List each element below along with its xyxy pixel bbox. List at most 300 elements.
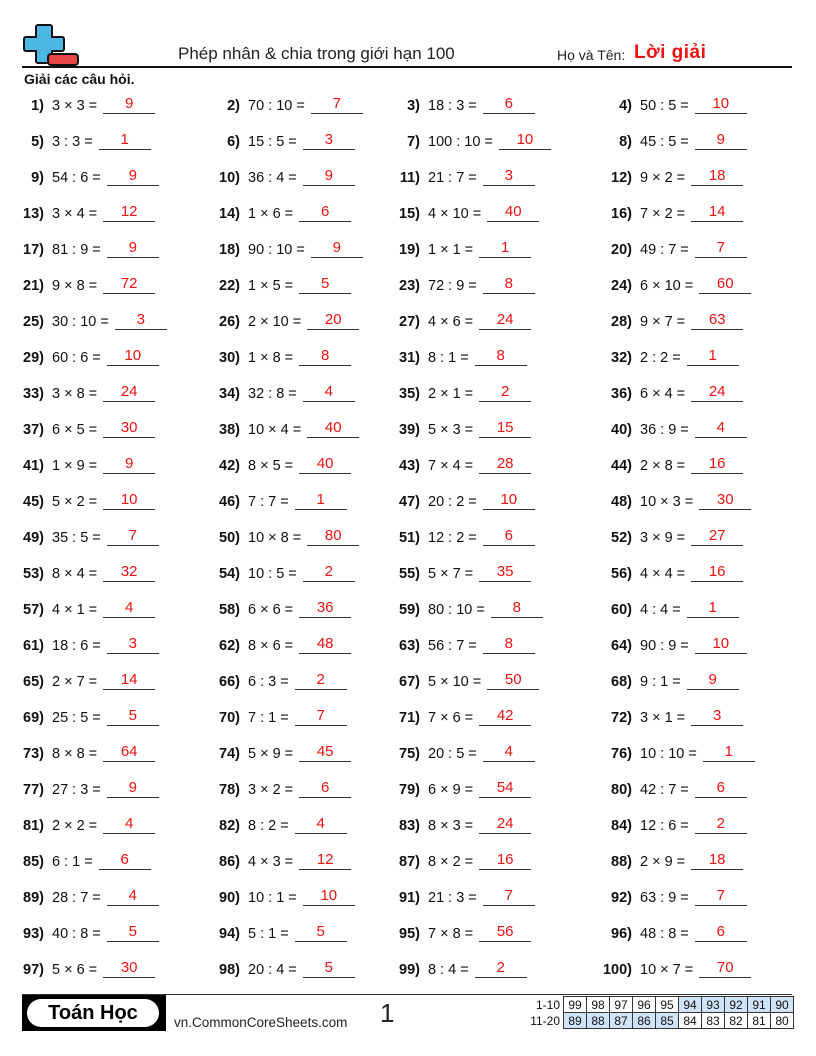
problem-item bbox=[588, 86, 747, 114]
problem-number: 29) bbox=[23, 350, 44, 366]
answer-field[interactable]: 10 bbox=[695, 94, 747, 114]
problem-number: 56) bbox=[611, 566, 632, 582]
problem-expression: 32 : 8 = bbox=[248, 386, 297, 402]
problem-number: 65) bbox=[23, 674, 44, 690]
problem-number: 79) bbox=[399, 782, 420, 798]
problem-expression: 2 × 8 = bbox=[640, 458, 686, 474]
problem-expression: 5 × 6 = bbox=[52, 962, 98, 978]
score-row-label: 1-10 bbox=[535, 997, 560, 1012]
problem-item bbox=[376, 374, 531, 402]
problem-item bbox=[196, 86, 363, 114]
answer-field[interactable]: 16 bbox=[479, 850, 531, 870]
problem-item bbox=[196, 914, 347, 942]
brand-label: Toán Học bbox=[27, 999, 159, 1027]
problem-number: 99) bbox=[399, 962, 420, 978]
answer-field[interactable]: 5 bbox=[107, 922, 159, 942]
problem-number: 20) bbox=[611, 242, 632, 258]
answer-field[interactable]: 10 bbox=[103, 490, 155, 510]
problem-number: 31) bbox=[399, 350, 420, 366]
problem-number: 13) bbox=[23, 206, 44, 222]
problem-item bbox=[376, 194, 539, 222]
answer-field[interactable]: 5 bbox=[295, 922, 347, 942]
answer-field[interactable]: 3 bbox=[483, 166, 535, 186]
problem-number: 47) bbox=[399, 494, 420, 510]
problem-number: 95) bbox=[399, 926, 420, 942]
problem-number: 54) bbox=[219, 566, 240, 582]
problem-expression: 3 × 9 = bbox=[640, 530, 686, 546]
answer-field[interactable]: 50 bbox=[487, 670, 539, 690]
problem-number: 96) bbox=[611, 926, 632, 942]
answer-field[interactable]: 3 bbox=[115, 310, 167, 330]
problem-item bbox=[196, 122, 355, 150]
problem-item bbox=[588, 338, 739, 366]
problem-number: 75) bbox=[399, 746, 420, 762]
problem-number: 33) bbox=[23, 386, 44, 402]
problem-number: 83) bbox=[399, 818, 420, 834]
problem-expression: 2 × 10 = bbox=[248, 314, 302, 330]
problem-number: 60) bbox=[611, 602, 632, 618]
problem-item bbox=[196, 590, 351, 618]
problem-expression: 56 : 7 = bbox=[428, 638, 477, 654]
problem-item bbox=[588, 482, 751, 510]
answer-field[interactable]: 4 bbox=[295, 814, 347, 834]
score-cell: 98 bbox=[587, 997, 610, 1013]
problem-item bbox=[376, 806, 531, 834]
answer-field[interactable]: 5 bbox=[303, 958, 355, 978]
answer-field[interactable]: 30 bbox=[699, 490, 751, 510]
answer-field[interactable]: 42 bbox=[479, 706, 531, 726]
problem-number: 7) bbox=[407, 134, 420, 150]
answer-field[interactable]: 7 bbox=[695, 886, 747, 906]
answer-field[interactable]: 5 bbox=[107, 706, 159, 726]
problem-expression: 100 : 10 = bbox=[428, 134, 493, 150]
problem-expression: 20 : 5 = bbox=[428, 746, 477, 762]
problem-expression: 36 : 4 = bbox=[248, 170, 297, 186]
problem-item bbox=[0, 914, 159, 942]
problem-item bbox=[196, 698, 347, 726]
problem-item bbox=[376, 770, 531, 798]
problem-number: 12) bbox=[611, 170, 632, 186]
problem-expression: 6 × 10 = bbox=[640, 278, 694, 294]
problem-number: 34) bbox=[219, 386, 240, 402]
problem-item bbox=[588, 446, 743, 474]
answer-field[interactable]: 16 bbox=[691, 454, 743, 474]
problem-item bbox=[376, 878, 535, 906]
answer-field[interactable]: 9 bbox=[103, 94, 155, 114]
problem-number: 18) bbox=[219, 242, 240, 258]
problem-expression: 2 × 2 = bbox=[52, 818, 98, 834]
problem-number: 3) bbox=[407, 98, 420, 114]
problem-number: 15) bbox=[399, 206, 420, 222]
score-row bbox=[526, 1013, 794, 1029]
problem-number: 72) bbox=[611, 710, 632, 726]
problem-number: 67) bbox=[399, 674, 420, 690]
answer-field[interactable]: 40 bbox=[487, 202, 539, 222]
problem-item bbox=[0, 194, 155, 222]
answer-field[interactable]: 8 bbox=[483, 274, 535, 294]
answer-field[interactable]: 36 bbox=[299, 598, 351, 618]
answer-field[interactable]: 9 bbox=[107, 166, 159, 186]
problem-number: 80) bbox=[611, 782, 632, 798]
answer-field[interactable]: 18 bbox=[691, 166, 743, 186]
problem-item bbox=[376, 698, 531, 726]
problem-item bbox=[196, 410, 359, 438]
problem-item bbox=[196, 158, 355, 186]
answer-field[interactable]: 24 bbox=[479, 310, 531, 330]
problem-expression: 1 × 1 = bbox=[428, 242, 474, 258]
problem-item bbox=[376, 626, 535, 654]
answer-field[interactable]: 9 bbox=[311, 238, 363, 258]
site-url: vn.CommonCoreSheets.com bbox=[174, 1015, 348, 1030]
score-cell: 82 bbox=[725, 1013, 748, 1029]
answer-field[interactable]: 6 bbox=[483, 526, 535, 546]
problem-item bbox=[588, 626, 747, 654]
problem-expression: 15 : 5 = bbox=[248, 134, 297, 150]
answer-field[interactable]: 40 bbox=[299, 454, 351, 474]
answer-field[interactable]: 9 bbox=[107, 778, 159, 798]
answer-field[interactable]: 40 bbox=[307, 418, 359, 438]
problem-item bbox=[376, 230, 531, 258]
problem-item bbox=[0, 410, 155, 438]
problem-item bbox=[0, 950, 155, 978]
problem-number: 52) bbox=[611, 530, 632, 546]
answer-field[interactable]: 2 bbox=[695, 814, 747, 834]
answer-field[interactable]: 60 bbox=[699, 274, 751, 294]
answer-field[interactable]: 8 bbox=[491, 598, 543, 618]
problem-item bbox=[0, 518, 159, 546]
problem-expression: 10 : 1 = bbox=[248, 890, 297, 906]
score-cell: 94 bbox=[679, 997, 702, 1013]
problem-expression: 5 × 2 = bbox=[52, 494, 98, 510]
problem-item bbox=[376, 482, 535, 510]
score-cell: 99 bbox=[564, 997, 587, 1013]
answer-field[interactable]: 1 bbox=[687, 598, 739, 618]
answer-field[interactable]: 6 bbox=[299, 778, 351, 798]
score-cell: 85 bbox=[656, 1013, 679, 1029]
answer-field[interactable]: 1 bbox=[295, 490, 347, 510]
problem-item bbox=[196, 446, 351, 474]
score-cell: 87 bbox=[610, 1013, 633, 1029]
answer-field[interactable]: 16 bbox=[691, 562, 743, 582]
answer-field[interactable]: 10 bbox=[695, 634, 747, 654]
problem-item bbox=[588, 194, 743, 222]
problem-number: 14) bbox=[219, 206, 240, 222]
problem-number: 22) bbox=[219, 278, 240, 294]
problem-number: 43) bbox=[399, 458, 420, 474]
problem-number: 89) bbox=[23, 890, 44, 906]
problem-item bbox=[196, 230, 363, 258]
problem-number: 26) bbox=[219, 314, 240, 330]
answer-field[interactable]: 7 bbox=[107, 526, 159, 546]
problem-expression: 10 : 10 = bbox=[640, 746, 697, 762]
answer-field[interactable]: 28 bbox=[479, 454, 531, 474]
answer-field[interactable]: 9 bbox=[695, 130, 747, 150]
answer-field[interactable]: 7 bbox=[695, 238, 747, 258]
problem-expression: 3 : 3 = bbox=[52, 134, 93, 150]
problem-item bbox=[0, 338, 159, 366]
problem-number: 6) bbox=[227, 134, 240, 150]
answer-field[interactable]: 27 bbox=[691, 526, 743, 546]
problem-number: 100) bbox=[602, 962, 632, 978]
problem-expression: 25 : 5 = bbox=[52, 710, 101, 726]
problem-number: 50) bbox=[219, 530, 240, 546]
problem-expression: 1 × 5 = bbox=[248, 278, 294, 294]
answer-field[interactable]: 4 bbox=[695, 418, 747, 438]
problem-number: 9) bbox=[31, 170, 44, 186]
answer-field[interactable]: 30 bbox=[103, 418, 155, 438]
answer-field[interactable]: 14 bbox=[691, 202, 743, 222]
problem-expression: 9 × 2 = bbox=[640, 170, 686, 186]
answer-field[interactable]: 72 bbox=[103, 274, 155, 294]
problem-expression: 8 × 8 = bbox=[52, 746, 98, 762]
problem-expression: 20 : 4 = bbox=[248, 962, 297, 978]
problem-number: 28) bbox=[611, 314, 632, 330]
problem-expression: 8 : 4 = bbox=[428, 962, 469, 978]
score-cell: 92 bbox=[725, 997, 748, 1013]
problem-number: 73) bbox=[23, 746, 44, 762]
answer-field[interactable]: 6 bbox=[695, 778, 747, 798]
answer-field[interactable]: 32 bbox=[103, 562, 155, 582]
problem-item bbox=[0, 590, 155, 618]
answer-field[interactable]: 1 bbox=[99, 130, 151, 150]
problem-item bbox=[196, 194, 351, 222]
problem-number: 68) bbox=[611, 674, 632, 690]
answer-field[interactable]: 70 bbox=[699, 958, 751, 978]
problem-number: 32) bbox=[611, 350, 632, 366]
answer-field[interactable]: 9 bbox=[687, 670, 739, 690]
score-row-label: 11-20 bbox=[530, 1013, 560, 1028]
answer-field[interactable]: 18 bbox=[691, 850, 743, 870]
answer-field[interactable]: 4 bbox=[303, 382, 355, 402]
problem-expression: 4 : 4 = bbox=[640, 602, 681, 618]
answer-field[interactable]: 45 bbox=[299, 742, 351, 762]
problem-number: 30) bbox=[219, 350, 240, 366]
problem-number: 94) bbox=[219, 926, 240, 942]
problem-item bbox=[196, 662, 347, 690]
problem-number: 74) bbox=[219, 746, 240, 762]
answer-field[interactable]: 10 bbox=[107, 346, 159, 366]
answer-field[interactable]: 30 bbox=[103, 958, 155, 978]
problem-expression: 4 × 4 = bbox=[640, 566, 686, 582]
problem-number: 38) bbox=[219, 422, 240, 438]
problem-item bbox=[376, 338, 527, 366]
problem-expression: 8 × 5 = bbox=[248, 458, 294, 474]
problem-item bbox=[0, 626, 159, 654]
answer-field[interactable]: 80 bbox=[307, 526, 359, 546]
answer-field[interactable]: 7 bbox=[483, 886, 535, 906]
problem-number: 70) bbox=[219, 710, 240, 726]
problem-number: 49) bbox=[23, 530, 44, 546]
score-cell: 83 bbox=[702, 1013, 725, 1029]
problem-number: 10) bbox=[219, 170, 240, 186]
problem-item bbox=[376, 446, 531, 474]
answer-field[interactable]: 14 bbox=[103, 670, 155, 690]
problem-expression: 3 × 4 = bbox=[52, 206, 98, 222]
answer-field[interactable]: 35 bbox=[479, 562, 531, 582]
problem-item bbox=[376, 590, 543, 618]
page-number: 1 bbox=[380, 998, 395, 1028]
problem-item bbox=[588, 158, 743, 186]
answer-field[interactable]: 3 bbox=[107, 634, 159, 654]
problem-expression: 3 × 8 = bbox=[52, 386, 98, 402]
problem-expression: 49 : 7 = bbox=[640, 242, 689, 258]
answer-field[interactable]: 2 bbox=[475, 958, 527, 978]
problem-expression: 5 × 10 = bbox=[428, 674, 482, 690]
problem-item bbox=[196, 734, 351, 762]
problem-item bbox=[0, 158, 159, 186]
problem-number: 64) bbox=[611, 638, 632, 654]
answer-field[interactable]: 4 bbox=[103, 598, 155, 618]
answer-field[interactable]: 10 bbox=[499, 130, 551, 150]
problem-expression: 1 × 9 = bbox=[52, 458, 98, 474]
problem-number: 71) bbox=[399, 710, 420, 726]
answer-field[interactable]: 6 bbox=[695, 922, 747, 942]
problem-item bbox=[0, 230, 159, 258]
answer-field[interactable]: 15 bbox=[479, 418, 531, 438]
problem-expression: 7 × 4 = bbox=[428, 458, 474, 474]
answer-field[interactable]: 56 bbox=[479, 922, 531, 942]
problem-number: 42) bbox=[219, 458, 240, 474]
score-cell: 86 bbox=[633, 1013, 656, 1029]
answer-field[interactable]: 24 bbox=[479, 814, 531, 834]
problem-number: 27) bbox=[399, 314, 420, 330]
answer-field[interactable]: 3 bbox=[691, 706, 743, 726]
problem-expression: 6 : 3 = bbox=[248, 674, 289, 690]
answer-field[interactable]: 8 bbox=[299, 346, 351, 366]
answer-field[interactable]: 63 bbox=[691, 310, 743, 330]
answer-field[interactable]: 6 bbox=[99, 850, 151, 870]
problem-item bbox=[588, 662, 739, 690]
problem-number: 81) bbox=[23, 818, 44, 834]
answer-field[interactable]: 1 bbox=[687, 346, 739, 366]
problem-expression: 8 × 4 = bbox=[52, 566, 98, 582]
answer-field[interactable]: 9 bbox=[103, 454, 155, 474]
answer-field[interactable]: 12 bbox=[103, 202, 155, 222]
problem-number: 44) bbox=[611, 458, 632, 474]
problem-number: 16) bbox=[611, 206, 632, 222]
problem-number: 2) bbox=[227, 98, 240, 114]
problem-item bbox=[0, 302, 167, 330]
answer-field[interactable]: 64 bbox=[103, 742, 155, 762]
problem-number: 21) bbox=[23, 278, 44, 294]
problem-expression: 10 × 4 = bbox=[248, 422, 302, 438]
problem-expression: 2 : 2 = bbox=[640, 350, 681, 366]
answer-field[interactable]: 7 bbox=[311, 94, 363, 114]
answer-field[interactable]: 1 bbox=[479, 238, 531, 258]
problem-number: 77) bbox=[23, 782, 44, 798]
problem-expression: 7 : 1 = bbox=[248, 710, 289, 726]
answer-field[interactable]: 2 bbox=[295, 670, 347, 690]
problem-number: 39) bbox=[399, 422, 420, 438]
problem-expression: 10 : 5 = bbox=[248, 566, 297, 582]
answer-field[interactable]: 10 bbox=[303, 886, 355, 906]
answer-field[interactable]: 4 bbox=[483, 742, 535, 762]
answer-field[interactable]: 8 bbox=[475, 346, 527, 366]
problem-expression: 70 : 10 = bbox=[248, 98, 305, 114]
problem-item bbox=[0, 554, 155, 582]
problem-expression: 27 : 3 = bbox=[52, 782, 101, 798]
answer-field[interactable]: 54 bbox=[479, 778, 531, 798]
answer-field[interactable]: 3 bbox=[303, 130, 355, 150]
problem-item bbox=[376, 554, 531, 582]
answer-field[interactable]: 20 bbox=[307, 310, 359, 330]
problem-item bbox=[376, 302, 531, 330]
answer-field[interactable]: 9 bbox=[107, 238, 159, 258]
answer-field[interactable]: 12 bbox=[299, 850, 351, 870]
problem-number: 41) bbox=[23, 458, 44, 474]
answer-field[interactable]: 24 bbox=[103, 382, 155, 402]
answer-field[interactable]: 6 bbox=[299, 202, 351, 222]
problem-number: 92) bbox=[611, 890, 632, 906]
problem-item bbox=[0, 698, 159, 726]
problem-expression: 9 × 8 = bbox=[52, 278, 98, 294]
problem-number: 5) bbox=[31, 134, 44, 150]
problem-expression: 8 : 1 = bbox=[428, 350, 469, 366]
problem-item bbox=[0, 86, 155, 114]
problem-item bbox=[0, 446, 155, 474]
problem-item bbox=[376, 410, 531, 438]
answer-field[interactable]: 24 bbox=[691, 382, 743, 402]
problem-item bbox=[196, 554, 355, 582]
plus-minus-logo-icon bbox=[22, 22, 80, 68]
answer-field[interactable]: 2 bbox=[303, 562, 355, 582]
problem-number: 88) bbox=[611, 854, 632, 870]
answer-field[interactable]: 5 bbox=[299, 274, 351, 294]
answer-field[interactable]: 10 bbox=[483, 490, 535, 510]
answer-field[interactable]: 6 bbox=[483, 94, 535, 114]
problem-number: 8) bbox=[619, 134, 632, 150]
problem-item bbox=[0, 266, 155, 294]
answer-field[interactable]: 9 bbox=[303, 166, 355, 186]
problem-item bbox=[588, 914, 747, 942]
answer-field[interactable]: 4 bbox=[107, 886, 159, 906]
name-label: Họ và Tên: bbox=[557, 47, 626, 63]
problem-number: 62) bbox=[219, 638, 240, 654]
problem-number: 4) bbox=[619, 98, 632, 114]
problem-number: 57) bbox=[23, 602, 44, 618]
problem-item bbox=[588, 842, 743, 870]
answer-field[interactable]: 1 bbox=[703, 742, 755, 762]
problem-item bbox=[588, 554, 743, 582]
problem-expression: 5 × 9 = bbox=[248, 746, 294, 762]
problem-expression: 60 : 6 = bbox=[52, 350, 101, 366]
problem-expression: 6 : 1 = bbox=[52, 854, 93, 870]
answer-field[interactable]: 2 bbox=[479, 382, 531, 402]
problem-expression: 20 : 2 = bbox=[428, 494, 477, 510]
problem-expression: 6 × 9 = bbox=[428, 782, 474, 798]
problem-number: 97) bbox=[23, 962, 44, 978]
problem-number: 17) bbox=[23, 242, 44, 258]
problem-expression: 80 : 10 = bbox=[428, 602, 485, 618]
problem-item bbox=[196, 626, 351, 654]
answer-field[interactable]: 48 bbox=[299, 634, 351, 654]
answer-field[interactable]: 8 bbox=[483, 634, 535, 654]
problem-number: 36) bbox=[611, 386, 632, 402]
problem-item bbox=[0, 374, 155, 402]
problem-expression: 6 × 6 = bbox=[248, 602, 294, 618]
answer-field[interactable]: 7 bbox=[295, 706, 347, 726]
answer-field[interactable]: 4 bbox=[103, 814, 155, 834]
problem-item bbox=[196, 950, 355, 978]
problem-expression: 35 : 5 = bbox=[52, 530, 101, 546]
score-cell: 88 bbox=[587, 1013, 610, 1029]
problem-item bbox=[376, 662, 539, 690]
problem-number: 86) bbox=[219, 854, 240, 870]
problem-item bbox=[588, 122, 747, 150]
problem-item bbox=[588, 230, 747, 258]
problem-expression: 6 × 5 = bbox=[52, 422, 98, 438]
score-cell: 81 bbox=[748, 1013, 771, 1029]
